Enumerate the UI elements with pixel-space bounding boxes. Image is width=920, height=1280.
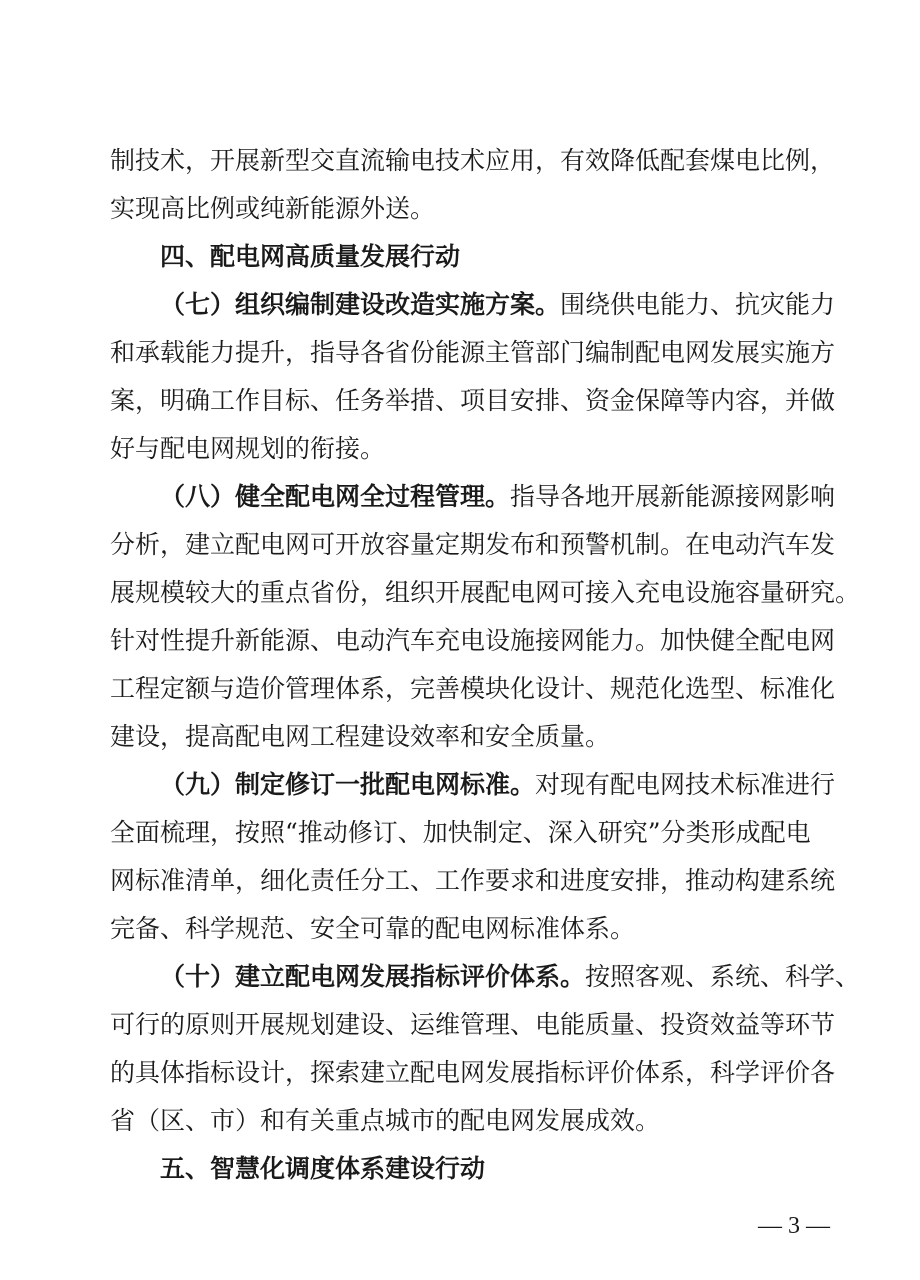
section-heading: 五、智慧化调度体系建设行动 [160, 1154, 486, 1183]
section-heading: 四、配电网高质量发展行动 [160, 242, 461, 271]
body-line: 好与配电网规划的衔接。 [110, 434, 386, 463]
body-line: 完备、科学规范、安全可靠的配电网标准体系。 [110, 914, 636, 943]
page-number: — 3 — [758, 1213, 830, 1239]
subsection-title: （十）建立配电网发展指标评价体系。 [160, 962, 586, 991]
body-line: 工程定额与造价管理体系，完善模块化设计、规范化选型、标准化 [110, 674, 836, 703]
body-line: 实现高比例或纯新能源外送。 [110, 194, 436, 223]
subsection-line: （七）组织编制建设改造实施方案。围绕供电能力、抗灾能力 [160, 290, 836, 319]
body-line: 建设，提高配电网工程建设效率和安全质量。 [110, 722, 611, 751]
body-line: 可行的原则开展规划建设、运维管理、电能质量、投资效益等环节 [110, 1010, 836, 1039]
body-line: 省（区、市）和有关重点城市的配电网发展成效。 [110, 1106, 661, 1135]
subsection-title: （九）制定修订一批配电网标准。 [160, 770, 536, 799]
body-line: 网标准清单，细化责任分工、工作要求和进度安排，推动构建系统 [110, 866, 836, 895]
subsection-title: （七）组织编制建设改造实施方案。 [160, 290, 561, 319]
body-line: 的具体指标设计，探索建立配电网发展指标评价体系，科学评价各 [110, 1058, 836, 1087]
body-line: 分析，建立配电网可开放容量定期发布和预警机制。在电动汽车发 [110, 530, 836, 559]
body-line: 针对性提升新能源、电动汽车充电设施接网能力。加快健全配电网 [110, 626, 836, 655]
body-line: 案，明确工作目标、任务举措、项目安排、资金保障等内容，并做 [110, 386, 836, 415]
body-line: 和承载能力提升，指导各省份能源主管部门编制配电网发展实施方 [110, 338, 836, 367]
body-line: 制技术，开展新型交直流输电技术应用，有效降低配套煤电比例， [110, 146, 836, 175]
subsection-line: （十）建立配电网发展指标评价体系。按照客观、系统、科学、 [160, 962, 861, 991]
subsection-line: （九）制定修订一批配电网标准。对现有配电网技术标准进行 [160, 770, 836, 799]
body-line: 全面梳理，按照“推动修订、加快制定、深入研究”分类形成配电 [110, 818, 811, 847]
body-line: 展规模较大的重点省份，组织开展配电网可接入充电设施容量研究。 [110, 578, 861, 607]
subsection-title: （八）健全配电网全过程管理。 [160, 482, 511, 511]
subsection-line: （八）健全配电网全过程管理。指导各地开展新能源接网影响 [160, 482, 836, 511]
